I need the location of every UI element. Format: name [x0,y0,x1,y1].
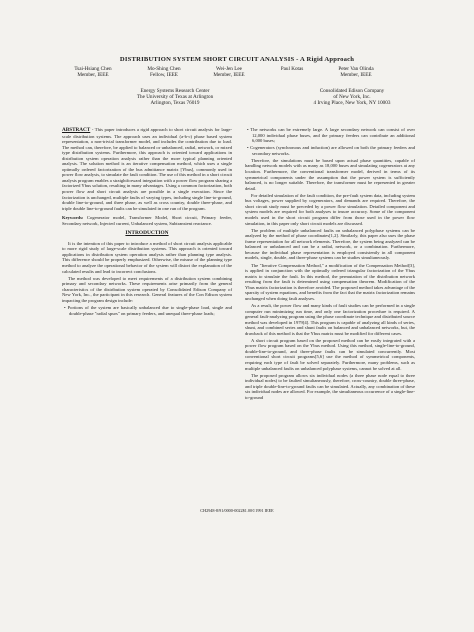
author-4 [268,66,316,72]
author-role: Member, IEEE [77,72,109,79]
author-name: Peter Van Olinda [338,66,374,72]
affiliation-line: of New York, Inc. [333,94,371,101]
affiliation-line: 4 Irving Place, New York, NY 10003 [313,100,391,107]
left-column [62,127,232,318]
author-role: Member, IEEE [340,72,372,79]
author-name: Wei-Jen Lee [216,66,242,72]
body-paragraph: The problem of multiple unbalanced faults on unbalanced polyphase systems can be analyzed by the method of phase coordinates[1,2]. Similarly, this paper also uses the phase frame representation for all network elements. Therefore, the system being analyzed can be balanced or unbalanced and can be a radial, network, or a combination. Furthermore, because the individual phase representation is employed consistently in all component models, single, double, and three-phase systems can be studies simultaneously. [245,227,415,261]
affiliation-right [282,88,422,107]
author-2 [130,66,198,79]
right-bullet [245,127,415,144]
abstract [62,127,232,211]
body-paragraph: The "Iterative Compensation Method," a modification of the Compensation Method[3], is applied in conjunction with the optimally ordered triangular factorization of the Ybus matrix to simulate the fault. In this method, the permutation of the distribution network resulting from the fault is determined using compensation theorem. Modification of the Ybus matrix factorization is therefore avoided. The proposed method takes advantage of the sparsity of system equations, and benefits from the fact that the matrix factorization remains unchanged when doing fault analyses. [245,262,415,301]
intro-paragraph: It is the intention of this paper to introduce a method of short circuit analysis applicable to more rigid study of large-scale distribution systems. This approach is oriented toward applications in distribution system operation analysis rather than planning type analysis. This difference should be properly emphasized. Otherwise, the misuse of the planning type method to analyze the operational behavior of the system will distort the explanation of the calculated results and lead to incorrect conclusions. [62,240,232,274]
author-5 [318,66,394,79]
affiliation-left [100,88,250,107]
bullet-text: Portions of the system are basically unbalanced due to single-phase load, single and double-phase "radial spurs" on primary feeders, and unequal three-phase loads; [67,305,232,316]
author-3 [198,66,260,79]
body-paragraph: For detailed simulation of the fault condition, the pre-fault system data, including system bus voltages, power supplied by cogenerators, and demands are required. Therefore, the short circuit study must be preceded by a power flow simulation. Detailed component and system models are required for both analyses to insure accuracy. Some of the component models used in the short circuit program differ from those used in the power flow simulation, in this paper only short circuit models are discussed. [245,192,415,226]
author-role: Fellow, IEEE [150,72,178,79]
body-paragraph: The proposed program allows six individual nodes (a three phase node equal to three individual nodes) to be faulted simultaneously, therefore, cross-country, double three-phase, and triple double-line-to-ground faults can be simulated. Actually, any combination of these six individual nodes are allowed. For example, the simultaneous occurrence of a single-line-to-ground [245,372,415,400]
bullet-icon: • [247,127,249,132]
affiliation-line: The University of Texas at Arlington [136,94,214,101]
introduction-heading: INTRODUCTION [125,230,169,237]
affiliation-line: Consolidated Edison Company [319,88,385,94]
body-paragraph: As a result, the power flow and many kinds of fault studies can be performed in a single computer run minimizing run time, and only one factorization procedure is required. A general fault-analyzing program using the phase coordinate technique and distributed source method was developed in 1979[4]. This program is capable of analyzing all kinds of series, shunt, and combined series and shunt faults on balanced and unbalanced networks, but, the drawback of this method is that the Ybus matrix must be modified for different cases. [245,302,415,336]
body-paragraph: Therefore, the simulations must be based upon actual phase quantities, capable of handling network models with as many as 18,000 buses and simulating cogenerators at any location. Furthermore, the conventional transformer model, derived in terms of its symmetrical components under the assumption that the power system is sufficiently balanced, is no longer suitable. Therefore, the transformer must be represented in greater detail. [245,157,415,191]
intro-paragraph: The method was developed to meet requirements of a distribution system combining primary and secondary networks. These requirements arise primarily from the general characteristics of the distribution system operated by Consolidated Edison Company of New York, Inc., the participant in this research. General features of the Con Edison system impacting the program design include: [62,275,232,303]
bullet-icon: • [247,145,249,151]
right-bullet [245,145,415,156]
author-name: Paul Kotas [280,66,304,72]
keywords [62,215,232,226]
right-column [245,127,415,402]
bullet-text: The networks can be extremely large. A large secondary network can consist of over 12,000 individual phase buses, and the primary feeders can contribute an additional 6,000 buses; [250,127,415,144]
body-paragraph: A short circuit program based on the proposed method can be easily integrated with a power flow program based on the Ybus method. Using this method, single-line-to-ground, double-line-to-ground, and three-phase faults can be simulated concurrently. Most conventional short circuit programs[5,6] use the method of symmetrical components, requiring each type of fault be solved separately. Furthermore, many problems, such as multiple unbalanced faults on unbalanced polyphase systems, cannot be solved at all. [245,337,415,371]
author-role: Member, IEEE [213,72,245,79]
author-1 [58,66,128,79]
affiliation-line: Energy Systems Research Center [140,88,210,94]
intro-bullet [62,305,232,316]
author-name: Mo-Shing Chen [147,66,181,72]
author-name: Tsai-Hsiang Chen [74,66,112,72]
paper-title: DISTRIBUTION SYSTEM SHORT CIRCUIT ANALYSIS - A Rigid Approach [119,56,355,63]
bullet-icon: • [64,305,66,311]
affiliation-line: Arlington, Texas 76019 [150,100,200,107]
keywords-text: Cogenerator model, Transformer Model, Short circuit, Primary feeder, Secondary network, Injected current, Unbalanced system, Subtransient reactance. [62,215,232,226]
bullet-text: Cogenerators (synchronous and induction) are allowed on both the primary feeders and secondary networks. [250,145,415,156]
keywords-label: Keywords: [62,215,84,221]
abstract-label: ABSTRACT [62,127,91,133]
abstract-text: - This paper introduces a rigid approach to short circuit analysis for large-scale distribution systems. The approach uses an individual (a-b-c) phase based system representation, a non-trivial transformer model, and includes the contribution due to load. The method can, therefore, be applied to balanced or unbalanced, radial, network, or mixed type distribution systems. Furthermore, this approach is oriented toward applications in distribution system operation analysis rather than the more typical planning oriented analysis. The solution method is an iterative compensation method, which uses a single optimally ordered factorization of the bus admittance matrix [Ybus], commonly used in power flow analysis, to simulate the fault condition. The use of this method in a short circuit analysis program enables a straightforward integration with a power flow program sharing a factorized Ybus solution, resulting in many advantages. Using a common factorization, both power flow and short circuit analysis are possible in a single execution. Since the factorization is unchanged, multiple faults of varying types, including single line-to-ground, double line-to-ground, and three phase, as well as cross country, double three-phase, and triple double line-to-ground faults can be simulated in one run of the program. [62,127,233,211]
copyright-footer: CH2948-8/91/0000-0022$1.00©1991 IEEE [200,508,274,513]
